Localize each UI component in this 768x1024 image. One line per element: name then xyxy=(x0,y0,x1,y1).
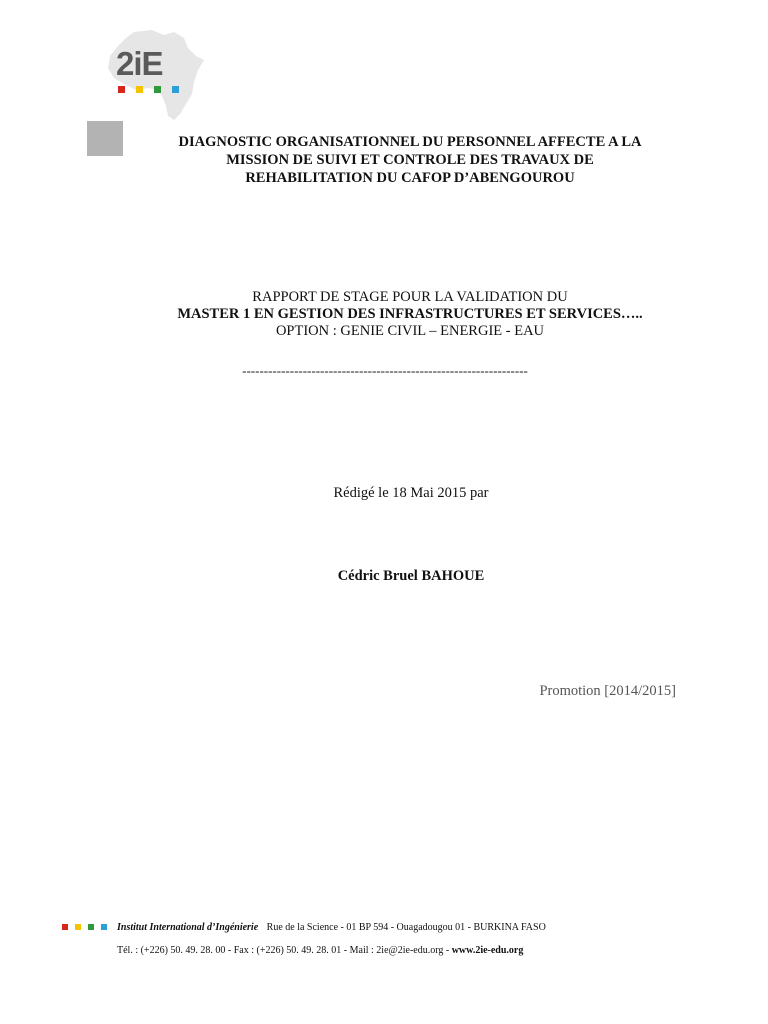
logo-square-blue xyxy=(172,86,179,93)
footer-square-red xyxy=(62,924,68,930)
logo-square-yellow xyxy=(136,86,143,93)
footer-contact-line xyxy=(117,945,523,956)
report-subtitle xyxy=(110,289,710,340)
subtitle-line-2: MASTER 1 EN GESTION DES INFRASTRUCTURES ET SERVICES….. xyxy=(177,306,643,322)
footer-color-squares xyxy=(62,924,107,930)
subtitle-line-3: OPTION : GENIE CIVIL – ENERGIE - EAU xyxy=(275,323,545,339)
footer-address-line xyxy=(117,922,546,933)
logo-square-red xyxy=(118,86,125,93)
subtitle-line-1: RAPPORT DE STAGE POUR LA VALIDATION DU xyxy=(252,289,568,305)
footer-address: Rue de la Science - 01 BP 594 - Ouagadougou 01 - BURKINA FASO xyxy=(266,922,546,933)
footer-square-blue xyxy=(101,924,107,930)
logo-square-green xyxy=(154,86,161,93)
grey-square-decoration xyxy=(87,121,123,156)
promotion-year: Promotion [2014/2015] xyxy=(539,683,676,699)
title-line-1: DIAGNOSTIC ORGANISATIONNEL DU PERSONNEL AFFECTE A LA xyxy=(178,134,642,150)
author-name: Cédric Bruel BAHOUE xyxy=(337,568,485,584)
footer-square-yellow xyxy=(75,924,81,930)
footer-website-link[interactable]: www.2ie-edu.org xyxy=(451,945,524,956)
title-line-3: REHABILITATION DU CAFOP D’ABENGOUROU xyxy=(245,170,575,186)
document-title xyxy=(130,133,690,187)
title-line-2: MISSION DE SUIVI ET CONTROLE DES TRAVAUX DE xyxy=(226,152,594,168)
2ie-logo xyxy=(100,26,210,122)
logo-text: 2iE xyxy=(116,45,163,82)
separator-line: ------------------------------------------------------------------ xyxy=(242,363,528,378)
footer-contact: Tél. : (+226) 50. 49. 28. 00 - Fax : (+226) 50. 49. 28. 01 - Mail : 2ie@2ie-edu.org - xyxy=(117,945,452,956)
logo-color-squares xyxy=(118,86,179,93)
footer-institute-name: Institut International d’Ingénierie xyxy=(117,922,259,933)
footer-square-green xyxy=(88,924,94,930)
written-date: Rédigé le 18 Mai 2015 par xyxy=(333,485,489,501)
